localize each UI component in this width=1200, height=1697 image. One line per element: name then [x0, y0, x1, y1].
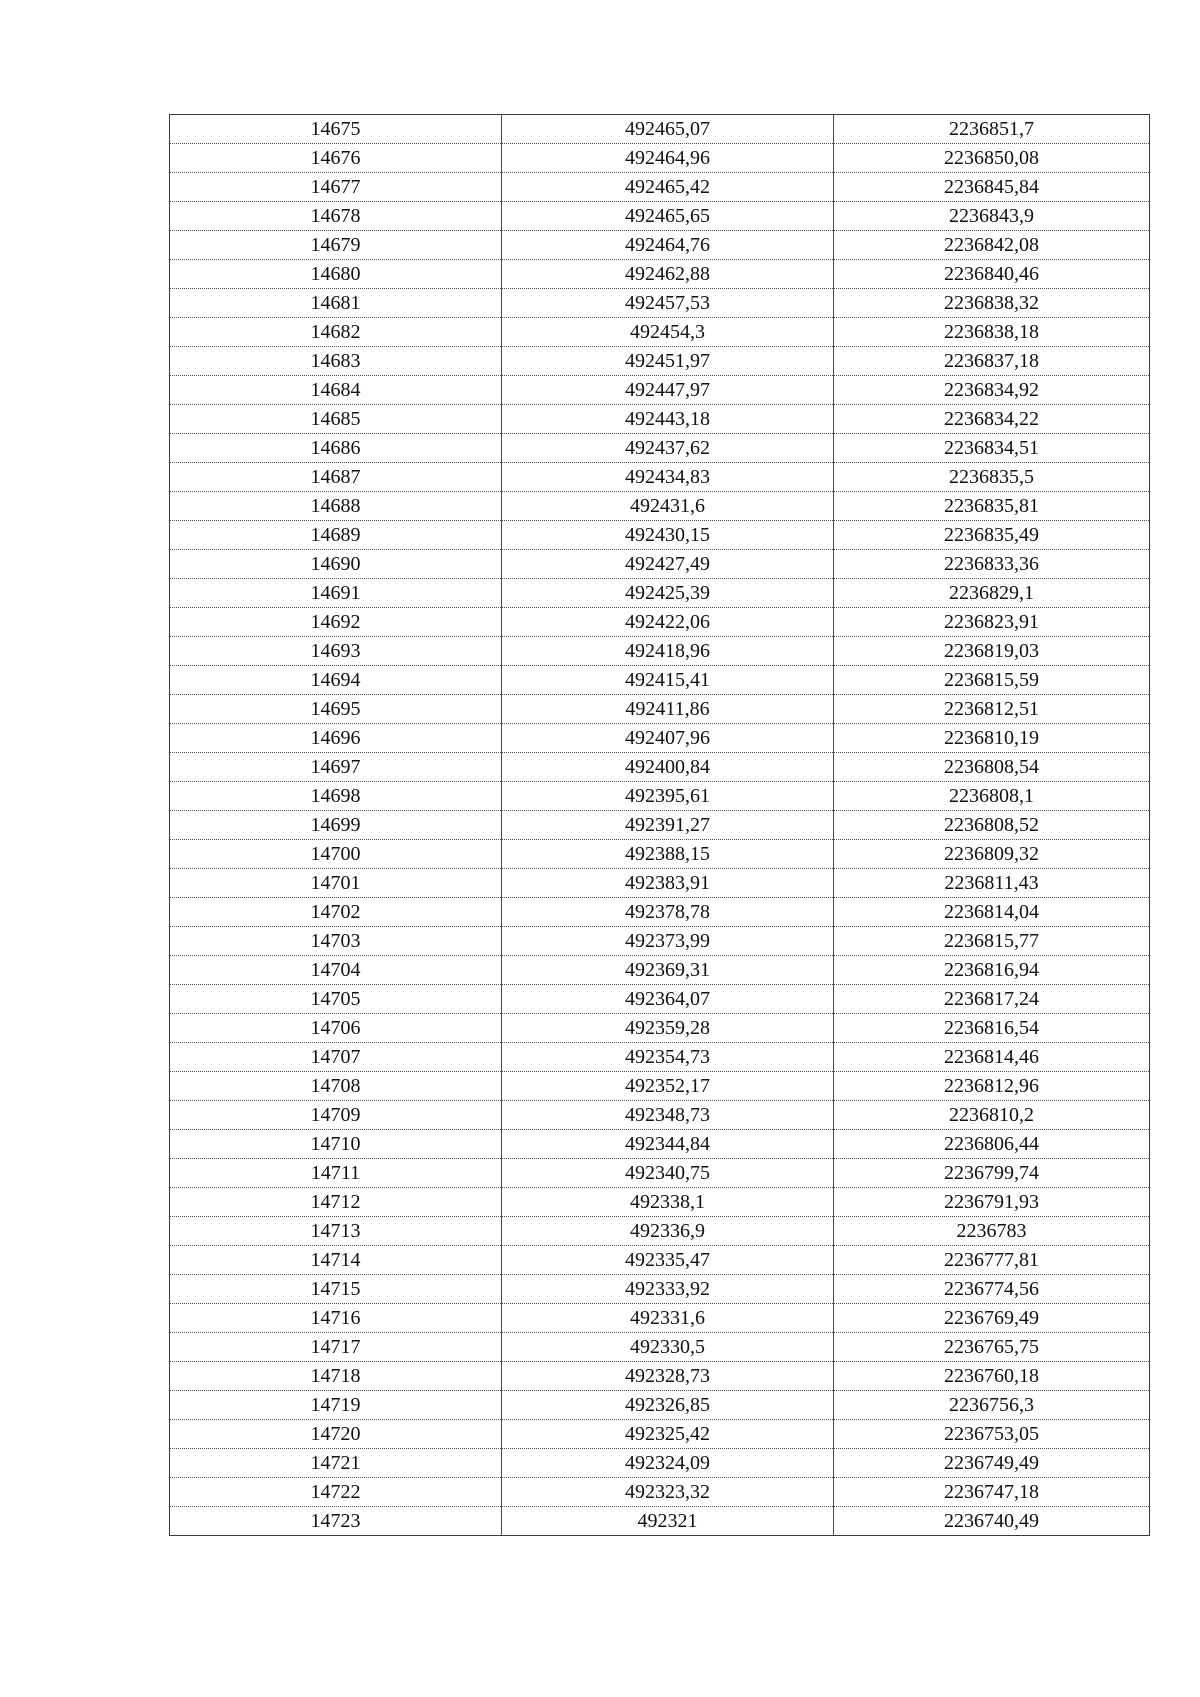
y-coordinate-cell: 2236835,81 — [834, 492, 1150, 521]
table-row — [170, 260, 1150, 289]
table-row — [170, 202, 1150, 231]
y-coordinate-cell: 2236815,59 — [834, 666, 1150, 695]
y-coordinate-cell: 2236810,2 — [834, 1101, 1150, 1130]
x-coordinate-cell: 492383,91 — [502, 869, 834, 898]
point-number-cell: 14714 — [170, 1246, 502, 1275]
y-coordinate-cell: 2236747,18 — [834, 1478, 1150, 1507]
point-number-cell: 14686 — [170, 434, 502, 463]
table-row — [170, 1072, 1150, 1101]
x-coordinate-cell: 492323,32 — [502, 1478, 834, 1507]
x-coordinate-cell: 492373,99 — [502, 927, 834, 956]
table-row — [170, 1391, 1150, 1420]
table-row — [170, 405, 1150, 434]
table-row — [170, 608, 1150, 637]
table-row — [170, 753, 1150, 782]
table-row — [170, 173, 1150, 202]
y-coordinate-cell: 2236799,74 — [834, 1159, 1150, 1188]
table-row — [170, 1188, 1150, 1217]
x-coordinate-cell: 492359,28 — [502, 1014, 834, 1043]
table-row — [170, 985, 1150, 1014]
table-row — [170, 550, 1150, 579]
table-row — [170, 1304, 1150, 1333]
x-coordinate-cell: 492352,17 — [502, 1072, 834, 1101]
point-number-cell: 14700 — [170, 840, 502, 869]
x-coordinate-cell: 492378,78 — [502, 898, 834, 927]
y-coordinate-cell: 2236835,49 — [834, 521, 1150, 550]
y-coordinate-cell: 2236840,46 — [834, 260, 1150, 289]
table-row — [170, 724, 1150, 753]
table-row — [170, 1449, 1150, 1478]
table-row — [170, 1333, 1150, 1362]
point-number-cell: 14689 — [170, 521, 502, 550]
point-number-cell: 14688 — [170, 492, 502, 521]
table-row — [170, 463, 1150, 492]
x-coordinate-cell: 492430,15 — [502, 521, 834, 550]
point-number-cell: 14719 — [170, 1391, 502, 1420]
x-coordinate-cell: 492369,31 — [502, 956, 834, 985]
point-number-cell: 14687 — [170, 463, 502, 492]
point-number-cell: 14681 — [170, 289, 502, 318]
x-coordinate-cell: 492465,42 — [502, 173, 834, 202]
x-coordinate-cell: 492464,76 — [502, 231, 834, 260]
x-coordinate-cell: 492388,15 — [502, 840, 834, 869]
table-row — [170, 1014, 1150, 1043]
x-coordinate-cell: 492321 — [502, 1507, 834, 1536]
y-coordinate-cell: 2236834,92 — [834, 376, 1150, 405]
point-number-cell: 14702 — [170, 898, 502, 927]
y-coordinate-cell: 2236833,36 — [834, 550, 1150, 579]
table-row — [170, 811, 1150, 840]
y-coordinate-cell: 2236749,49 — [834, 1449, 1150, 1478]
point-number-cell: 14705 — [170, 985, 502, 1014]
y-coordinate-cell: 2236838,18 — [834, 318, 1150, 347]
x-coordinate-cell: 492324,09 — [502, 1449, 834, 1478]
point-number-cell: 14712 — [170, 1188, 502, 1217]
y-coordinate-cell: 2236843,9 — [834, 202, 1150, 231]
x-coordinate-cell: 492427,49 — [502, 550, 834, 579]
table-row — [170, 434, 1150, 463]
y-coordinate-cell: 2236760,18 — [834, 1362, 1150, 1391]
point-number-cell: 14693 — [170, 637, 502, 666]
table-row — [170, 1246, 1150, 1275]
point-number-cell: 14698 — [170, 782, 502, 811]
point-number-cell: 14699 — [170, 811, 502, 840]
y-coordinate-cell: 2236816,94 — [834, 956, 1150, 985]
y-coordinate-cell: 2236808,52 — [834, 811, 1150, 840]
table-row — [170, 1478, 1150, 1507]
point-number-cell: 14684 — [170, 376, 502, 405]
table-row — [170, 927, 1150, 956]
table-row — [170, 231, 1150, 260]
x-coordinate-cell: 492465,65 — [502, 202, 834, 231]
x-coordinate-cell: 492415,41 — [502, 666, 834, 695]
y-coordinate-cell: 2236765,75 — [834, 1333, 1150, 1362]
y-coordinate-cell: 2236814,04 — [834, 898, 1150, 927]
y-coordinate-cell: 2236769,49 — [834, 1304, 1150, 1333]
x-coordinate-cell: 492451,97 — [502, 347, 834, 376]
point-number-cell: 14680 — [170, 260, 502, 289]
point-number-cell: 14677 — [170, 173, 502, 202]
x-coordinate-cell: 492340,75 — [502, 1159, 834, 1188]
y-coordinate-cell: 2236791,93 — [834, 1188, 1150, 1217]
x-coordinate-cell: 492425,39 — [502, 579, 834, 608]
y-coordinate-cell: 2236815,77 — [834, 927, 1150, 956]
table-row — [170, 956, 1150, 985]
y-coordinate-cell: 2236814,46 — [834, 1043, 1150, 1072]
point-number-cell: 14696 — [170, 724, 502, 753]
table-row — [170, 869, 1150, 898]
x-coordinate-cell: 492326,85 — [502, 1391, 834, 1420]
point-number-cell: 14695 — [170, 695, 502, 724]
point-number-cell: 14713 — [170, 1217, 502, 1246]
table-row — [170, 695, 1150, 724]
x-coordinate-cell: 492354,73 — [502, 1043, 834, 1072]
point-number-cell: 14723 — [170, 1507, 502, 1536]
x-coordinate-cell: 492422,06 — [502, 608, 834, 637]
point-number-cell: 14711 — [170, 1159, 502, 1188]
y-coordinate-cell: 2236837,18 — [834, 347, 1150, 376]
table-row — [170, 1275, 1150, 1304]
point-number-cell: 14694 — [170, 666, 502, 695]
y-coordinate-cell: 2236809,32 — [834, 840, 1150, 869]
x-coordinate-cell: 492464,96 — [502, 144, 834, 173]
x-coordinate-cell: 492407,96 — [502, 724, 834, 753]
x-coordinate-cell: 492437,62 — [502, 434, 834, 463]
point-number-cell: 14722 — [170, 1478, 502, 1507]
point-number-cell: 14678 — [170, 202, 502, 231]
y-coordinate-cell: 2236812,51 — [834, 695, 1150, 724]
point-number-cell: 14704 — [170, 956, 502, 985]
point-number-cell: 14710 — [170, 1130, 502, 1159]
x-coordinate-cell: 492454,3 — [502, 318, 834, 347]
y-coordinate-cell: 2236740,49 — [834, 1507, 1150, 1536]
y-coordinate-cell: 2236823,91 — [834, 608, 1150, 637]
x-coordinate-cell: 492364,07 — [502, 985, 834, 1014]
y-coordinate-cell: 2236816,54 — [834, 1014, 1150, 1043]
point-number-cell: 14682 — [170, 318, 502, 347]
y-coordinate-cell: 2236835,5 — [834, 463, 1150, 492]
x-coordinate-cell: 492447,97 — [502, 376, 834, 405]
table-row — [170, 1217, 1150, 1246]
x-coordinate-cell: 492333,92 — [502, 1275, 834, 1304]
table-row — [170, 144, 1150, 173]
x-coordinate-cell: 492395,61 — [502, 782, 834, 811]
table-row — [170, 1101, 1150, 1130]
x-coordinate-cell: 492434,83 — [502, 463, 834, 492]
x-coordinate-cell: 492336,9 — [502, 1217, 834, 1246]
table-row — [170, 840, 1150, 869]
y-coordinate-cell: 2236834,22 — [834, 405, 1150, 434]
point-number-cell: 14717 — [170, 1333, 502, 1362]
point-number-cell: 14691 — [170, 579, 502, 608]
point-number-cell: 14716 — [170, 1304, 502, 1333]
point-number-cell: 14709 — [170, 1101, 502, 1130]
table-row — [170, 115, 1150, 144]
table-row — [170, 1130, 1150, 1159]
point-number-cell: 14718 — [170, 1362, 502, 1391]
point-number-cell: 14692 — [170, 608, 502, 637]
point-number-cell: 14708 — [170, 1072, 502, 1101]
x-coordinate-cell: 492391,27 — [502, 811, 834, 840]
y-coordinate-cell: 2236850,08 — [834, 144, 1150, 173]
x-coordinate-cell: 492325,42 — [502, 1420, 834, 1449]
table-row — [170, 289, 1150, 318]
y-coordinate-cell: 2236838,32 — [834, 289, 1150, 318]
x-coordinate-cell: 492338,1 — [502, 1188, 834, 1217]
point-number-cell: 14721 — [170, 1449, 502, 1478]
table-row — [170, 318, 1150, 347]
y-coordinate-cell: 2236756,3 — [834, 1391, 1150, 1420]
y-coordinate-cell: 2236808,54 — [834, 753, 1150, 782]
y-coordinate-cell: 2236834,51 — [834, 434, 1150, 463]
y-coordinate-cell: 2236812,96 — [834, 1072, 1150, 1101]
x-coordinate-cell: 492348,73 — [502, 1101, 834, 1130]
point-number-cell: 14706 — [170, 1014, 502, 1043]
point-number-cell: 14703 — [170, 927, 502, 956]
point-number-cell: 14675 — [170, 115, 502, 144]
y-coordinate-cell: 2236842,08 — [834, 231, 1150, 260]
x-coordinate-cell: 492457,53 — [502, 289, 834, 318]
x-coordinate-cell: 492431,6 — [502, 492, 834, 521]
y-coordinate-cell: 2236845,84 — [834, 173, 1150, 202]
x-coordinate-cell: 492328,73 — [502, 1362, 834, 1391]
table-row — [170, 1507, 1150, 1536]
x-coordinate-cell: 492462,88 — [502, 260, 834, 289]
x-coordinate-cell: 492411,86 — [502, 695, 834, 724]
y-coordinate-cell: 2236819,03 — [834, 637, 1150, 666]
table-row — [170, 492, 1150, 521]
y-coordinate-cell: 2236829,1 — [834, 579, 1150, 608]
x-coordinate-cell: 492400,84 — [502, 753, 834, 782]
table-row — [170, 782, 1150, 811]
table-row — [170, 1043, 1150, 1072]
x-coordinate-cell: 492418,96 — [502, 637, 834, 666]
coordinates-table-body — [170, 115, 1150, 1536]
table-row — [170, 347, 1150, 376]
table-row — [170, 376, 1150, 405]
y-coordinate-cell: 2236808,1 — [834, 782, 1150, 811]
table-row — [170, 521, 1150, 550]
x-coordinate-cell: 492330,5 — [502, 1333, 834, 1362]
x-coordinate-cell: 492335,47 — [502, 1246, 834, 1275]
table-row — [170, 579, 1150, 608]
table-row — [170, 637, 1150, 666]
table-row — [170, 666, 1150, 695]
y-coordinate-cell: 2236810,19 — [834, 724, 1150, 753]
y-coordinate-cell: 2236783 — [834, 1217, 1150, 1246]
x-coordinate-cell: 492344,84 — [502, 1130, 834, 1159]
point-number-cell: 14715 — [170, 1275, 502, 1304]
coordinates-table — [169, 114, 1150, 1536]
y-coordinate-cell: 2236777,81 — [834, 1246, 1150, 1275]
point-number-cell: 14690 — [170, 550, 502, 579]
table-row — [170, 1159, 1150, 1188]
x-coordinate-cell: 492465,07 — [502, 115, 834, 144]
y-coordinate-cell: 2236774,56 — [834, 1275, 1150, 1304]
point-number-cell: 14720 — [170, 1420, 502, 1449]
y-coordinate-cell: 2236817,24 — [834, 985, 1150, 1014]
y-coordinate-cell: 2236806,44 — [834, 1130, 1150, 1159]
y-coordinate-cell: 2236811,43 — [834, 869, 1150, 898]
point-number-cell: 14685 — [170, 405, 502, 434]
y-coordinate-cell: 2236851,7 — [834, 115, 1150, 144]
table-row — [170, 1420, 1150, 1449]
point-number-cell: 14683 — [170, 347, 502, 376]
point-number-cell: 14676 — [170, 144, 502, 173]
x-coordinate-cell: 492443,18 — [502, 405, 834, 434]
y-coordinate-cell: 2236753,05 — [834, 1420, 1150, 1449]
point-number-cell: 14697 — [170, 753, 502, 782]
point-number-cell: 14707 — [170, 1043, 502, 1072]
point-number-cell: 14701 — [170, 869, 502, 898]
x-coordinate-cell: 492331,6 — [502, 1304, 834, 1333]
table-row — [170, 1362, 1150, 1391]
point-number-cell: 14679 — [170, 231, 502, 260]
table-row — [170, 898, 1150, 927]
